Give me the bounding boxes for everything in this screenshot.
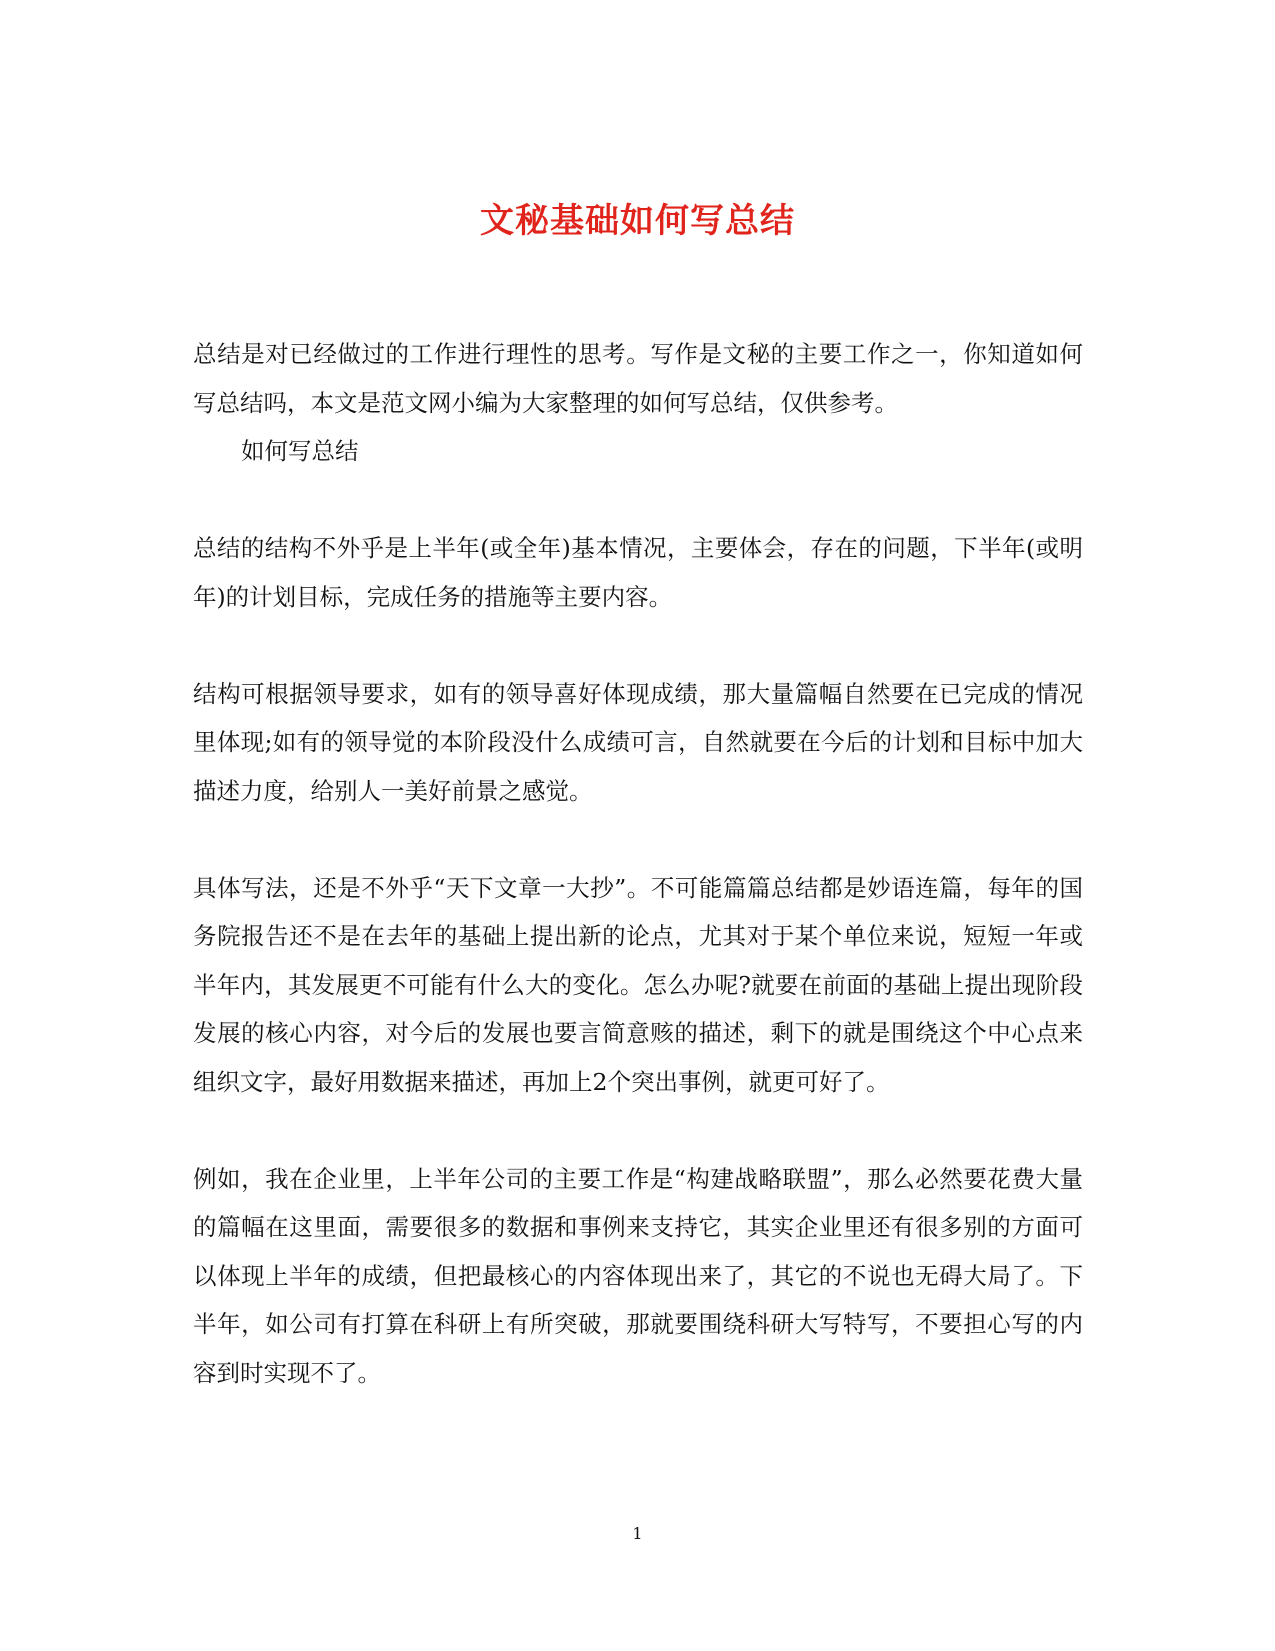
- body-paragraph-3: 具体写法，还是不外乎“天下文章一大抄”。不可能篇篇总结都是妙语连篇，每年的国务院报告还不是在去年的基础上提出新的论点，尤其对于某个单位来说，短短一年或半年内，其发展更不可能有什么大的变化。怎么办呢?就要在前面的基础上提出现阶段发展的核心内容，对今后的发展也要言简意赅的描述，剩下的就是围绕这个中心点来组织文字，最好用数据来描述，再加上2个突出事例，就更可好了。: [193, 873, 1083, 1096]
- document-title: 文秘基础如何写总结: [480, 200, 795, 241]
- body-paragraph-2: 结构可根据领导要求，如有的领导喜好体现成绩，那大量篇幅自然要在已完成的情况里体现;如有的领导觉的本阶段没什么成绩可言，自然就要在今后的计划和目标中加大描述力度，给别人一美好前景之感觉。: [193, 679, 1083, 805]
- body-paragraph-4: 例如，我在企业里，上半年公司的主要工作是“构建战略联盟”，那么必然要花费大量的篇幅在这里面，需要很多的数据和事例来支持它，其实企业里还有很多别的方面可以体现上半年的成绩，但把最核心的内容体现出来了，其它的不说也无碍大局了。下半年，如公司有打算在科研上有所突破，那就要围绕科研大写特写，不要担心写的内容到时实现不了。: [193, 1164, 1083, 1387]
- intro-paragraph: 总结是对已经做过的工作进行理性的思考。写作是文秘的主要工作之一，你知道如何写总结吗，本文是范文网小编为大家整理的如何写总结，仅供参考。: [193, 340, 1083, 417]
- document-body: [193, 330, 1083, 1397]
- page-number: 1: [632, 1524, 643, 1543]
- section-heading: 如何写总结: [241, 437, 359, 465]
- body-paragraph-1: 总结的结构不外乎是上半年(或全年)基本情况，主要体会，存在的问题，下半年(或明年)的计划目标，完成任务的措施等主要内容。: [193, 534, 1083, 611]
